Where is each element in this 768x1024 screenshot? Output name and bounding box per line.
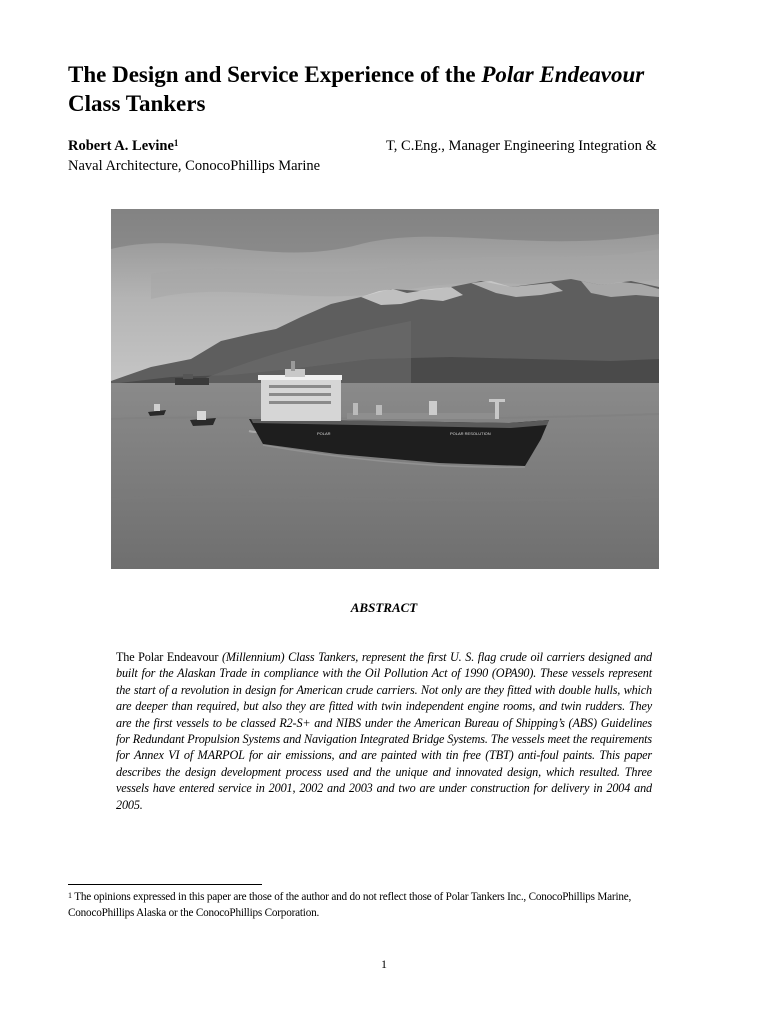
footnote-text: The opinions expressed in this paper are those of the author and do not reflect those of Polar Tankers Inc., ConocoPhillips Marine, ConocoPhillips Alaska or the ConocoPhillips Corporation. xyxy=(68,891,632,919)
paper-title xyxy=(68,60,708,118)
photo-bow-name: POLAR RESOLUTION xyxy=(450,431,491,436)
title-part-2: Class Tankers xyxy=(68,91,206,116)
abstract-text: (Millennium) Class Tankers, represent the first U. S. flag crude oil carriers designed and built for the Alaskan Trade in compliance with the Oil Pollution Act of 1990 (OPA90). These vessels represent the start of a revolution in design for American crude carriers. Not only are they fitted with double hulls, which are deeper than required, but also they are fitted with twin independent engine rooms, and twin rudders. They are the first vessels to be classed R2-S+ and NIBS under the American Bureau of Shipping’s (ABS) Guidelines for Redundant Propulsion Systems and Navigation Integrated Bridge Systems. The vessels meet the requirements for Annex VI of MARPOL for air emissions, and are painted with tin free (TBT) anti-foul paints. This paper describes the design development process used and the unique and innovated design, which resulted. Three vessels have entered service in 2001, 2002 and 2003 and two are under construction for delivery in 2004 and 2005. xyxy=(116,650,652,812)
footnote-divider xyxy=(68,884,262,885)
title-ship-name: Polar Endeavour xyxy=(481,62,645,87)
tanker-photo xyxy=(111,209,659,569)
author-affiliation: Naval Architecture, ConocoPhillips Marine xyxy=(68,158,321,174)
footnote-mark: 1 xyxy=(68,891,72,900)
author-name xyxy=(68,138,178,154)
abstract-body xyxy=(116,649,652,813)
photo-hull-mark: POLAR xyxy=(317,431,331,436)
abstract-heading: ABSTRACT xyxy=(350,600,418,615)
abstract-lead: The Polar Endeavour xyxy=(116,650,219,664)
author-name-text: Robert A. Levine xyxy=(68,138,174,154)
page-number: 1 xyxy=(381,957,387,971)
footnote xyxy=(68,889,678,921)
title-part-1: The Design and Service Experience of the xyxy=(68,62,482,87)
author-block xyxy=(68,136,708,174)
author-footnote-mark: 1 xyxy=(173,138,179,148)
author-role: T, C.Eng., Manager Engineering Integration & xyxy=(386,138,657,154)
